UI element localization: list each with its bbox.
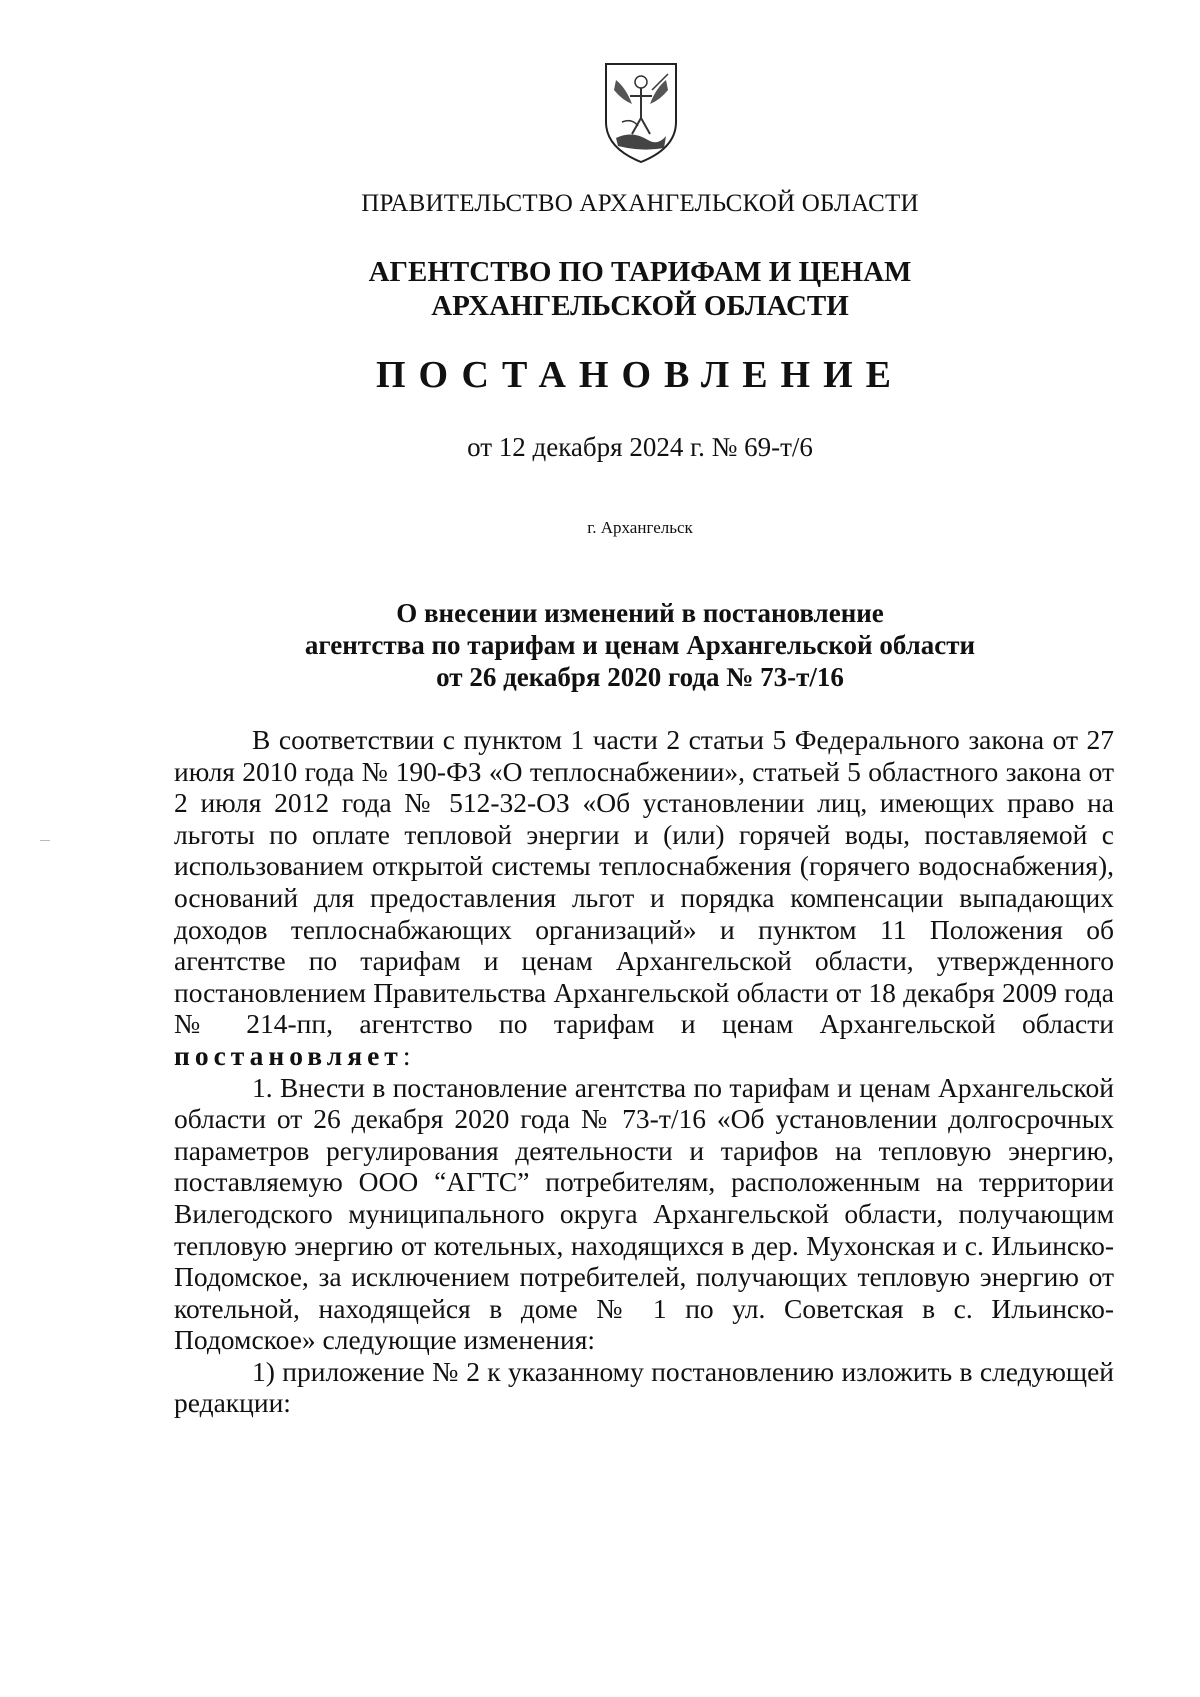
- document-city: г. Архангельск: [587, 518, 693, 537]
- agency-name-line1: АГЕНТСТВО ПО ТАРИФАМ И ЦЕНАМ: [368, 256, 912, 288]
- decree-keyword: постановляет: [174, 1039, 403, 1071]
- body-paragraph-item1: 1. Внести в постановление агентства по тарифам и ценам Архангельской области от 26 декабря 2020 года № 73-т/16 «Об установлении долгосрочных параметров регулирования деятельности и тарифов на тепловую энергию, поставляемую ООО “АГТС” потребителям, расположенным на территории Вилегодского муниципального округа Архангельской области, получающим тепловую энергию от котельных, находящихся в дер. Мухонская и с. Ильинско-Подомское, за исключением потребителей, получающих тепловую энергию от котельной, находящейся в доме № 1 по ул. Советская в с. Ильинско-Подомское» следующие изменения:: [174, 1071, 1114, 1356]
- agency-name: [170, 255, 1110, 323]
- government-name: ПРАВИТЕЛЬСТВО АРХАНГЕЛЬСКОЙ ОБЛАСТИ: [361, 190, 919, 217]
- preamble-text: В соответствии с пунктом 1 части 2 статьи 5 Федерального закона от 27 июля 2010 года № 190-ФЗ «О теплоснабжении», статьей 5 областного закона от 2 июля 2012 года № 512-32-ОЗ «Об установлении лиц, имеющих право на льготы по оплате тепловой энергии и (или) горячей воды, поставляемой с использованием открытой системы теплоснабжения (горячего водоснабжения), оснований для предоставления льгот и порядка компенсации выпадающих доходов теплоснабжающих организаций» и пунктом 11 Положения об агентстве по тарифам и ценам Архангельской области, утвержденного постановлением Правительства Архангельской области от 18 декабря 2009 года № 214-пп, агентство по тарифам и ценам Архангельской области: [174, 724, 1114, 1040]
- subject-line2: агентства по тарифам и ценам Архангельской области: [304, 630, 976, 660]
- scan-artifact: [40, 840, 50, 841]
- document-date-number: от 12 декабря 2024 г. № 69-т/6: [467, 432, 813, 462]
- document-type-title: ПОСТАНОВЛЕНИЕ: [375, 354, 905, 396]
- document-subject: [170, 597, 1110, 693]
- body-paragraph-preamble: [174, 724, 1114, 1072]
- subject-line1: О внесении изменений в постановление: [396, 598, 884, 628]
- subject-line3: от 26 декабря 2020 года № 73-т/16: [436, 662, 844, 692]
- agency-name-line2: АРХАНГЕЛЬСКОЙ ОБЛАСТИ: [431, 290, 849, 322]
- preamble-end: :: [402, 1039, 411, 1071]
- body-paragraph-subitem1: 1) приложение № 2 к указанному постановлению изложить в следующей редакции:: [174, 1355, 1114, 1419]
- coat-of-arms-emblem: [602, 60, 680, 164]
- document-body: [174, 724, 1114, 1419]
